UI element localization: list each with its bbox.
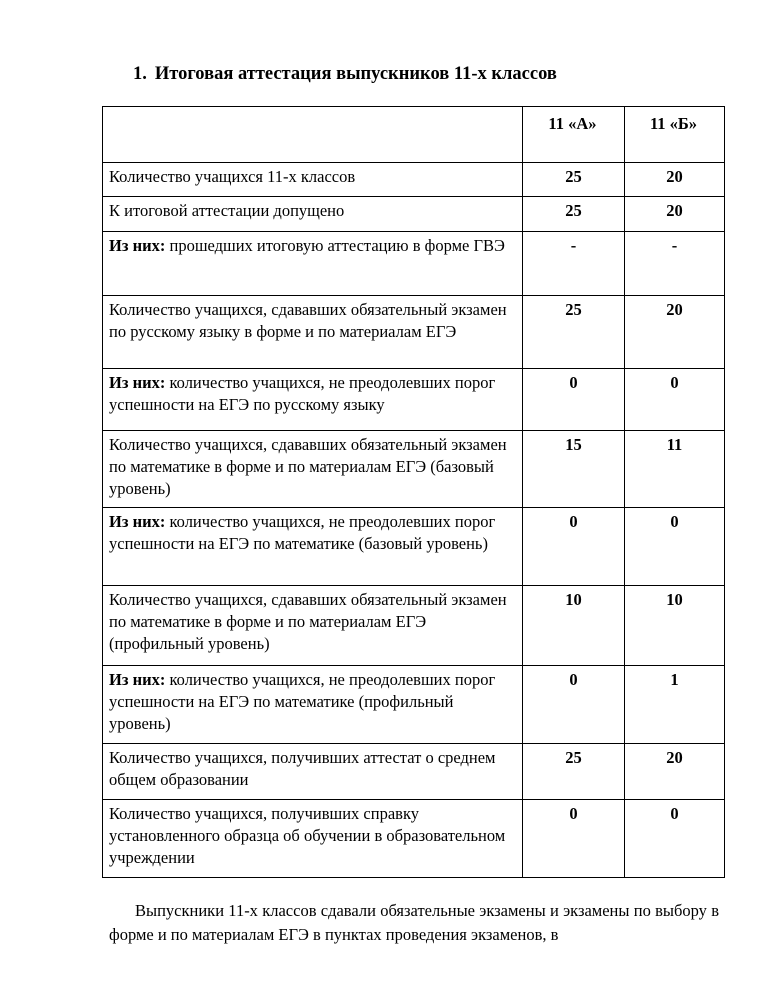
value-11b: 20 (625, 744, 725, 800)
row-label: Количество учащихся, сдававших обязательный экзамен по русскому языку в форме и по материалам ЕГЭ (103, 296, 523, 369)
value-11b: 20 (625, 296, 725, 369)
value-11b: 1 (625, 666, 725, 744)
value-11a: 0 (523, 508, 625, 586)
value-11a: 25 (523, 197, 625, 232)
table-row (103, 232, 725, 296)
value-11b: 0 (625, 508, 725, 586)
table-row (103, 508, 725, 586)
value-11b: 0 (625, 800, 725, 878)
section-heading (133, 64, 557, 85)
value-11b: 10 (625, 586, 725, 666)
table-row (103, 431, 725, 508)
value-11a: 10 (523, 586, 625, 666)
header-cell-empty (103, 107, 523, 163)
value-11a: 25 (523, 296, 625, 369)
value-11b: - (625, 232, 725, 296)
table-row (103, 369, 725, 431)
header-cell-11b: 11 «Б» (625, 107, 725, 163)
value-11b: 0 (625, 369, 725, 431)
value-11a: 0 (523, 800, 625, 878)
table-row (103, 800, 725, 878)
table-header-row (103, 107, 725, 163)
row-label: Из них: количество учащихся, не преодолевших порог успешности на ЕГЭ по математике (базовый уровень) (103, 508, 523, 586)
table-row (103, 744, 725, 800)
table-row (103, 163, 725, 197)
row-label: Из них: количество учащихся, не преодолевших порог успешности на ЕГЭ по математике (профильный уровень) (103, 666, 523, 744)
attestation-table (102, 106, 725, 878)
body-paragraph: Выпускники 11-х классов сдавали обязательные экзамены и экзамены по выбору в форме и по материалам ЕГЭ в пунктах проведения экзаменов, в (109, 900, 719, 944)
section-number: 1. (133, 64, 147, 84)
value-11b: 20 (625, 163, 725, 197)
section-title: Итоговая аттестация выпускников 11-х классов (154, 64, 557, 84)
row-label: Количество учащихся 11-х классов (103, 163, 523, 197)
value-11a: 0 (523, 369, 625, 431)
value-11a: 0 (523, 666, 625, 744)
row-label: Количество учащихся, получивших аттестат о среднем общем образовании (103, 744, 523, 800)
row-label: Количество учащихся, сдававших обязательный экзамен по математике в форме и по материалам ЕГЭ (базовый уровень) (103, 431, 523, 508)
row-label: Количество учащихся, сдававших обязательный экзамен по математике в форме и по материалам ЕГЭ (профильный уровень) (103, 586, 523, 666)
table-row (103, 197, 725, 232)
value-11a: 25 (523, 163, 625, 197)
row-label: К итоговой аттестации допущено (103, 197, 523, 232)
table-row (103, 666, 725, 744)
row-label: Количество учащихся, получивших справку установленного образца об обучении в образовательном учреждении (103, 800, 523, 878)
value-11a: 15 (523, 431, 625, 508)
value-11a: 25 (523, 744, 625, 800)
value-11a: - (523, 232, 625, 296)
value-11b: 20 (625, 197, 725, 232)
row-label: Из них: количество учащихся, не преодолевших порог успешности на ЕГЭ по русскому языку (103, 369, 523, 431)
value-11b: 11 (625, 431, 725, 508)
table-row (103, 296, 725, 369)
header-cell-11a: 11 «А» (523, 107, 625, 163)
row-label: Из них: прошедших итоговую аттестацию в форме ГВЭ (103, 232, 523, 296)
table-row (103, 586, 725, 666)
